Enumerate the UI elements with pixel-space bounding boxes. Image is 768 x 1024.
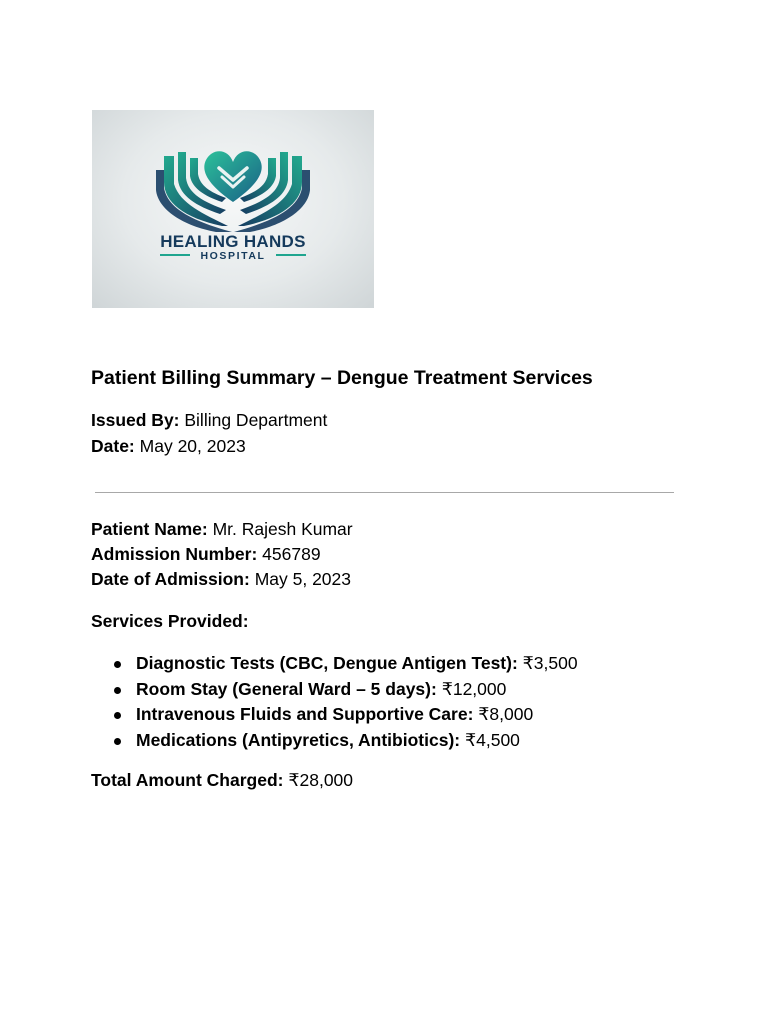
service-amount: ₹3,500 (522, 653, 578, 673)
admission-date-row (91, 568, 351, 590)
bullet-icon (114, 687, 121, 694)
service-item (91, 702, 578, 728)
patient-name-value: Mr. Rajesh Kumar (212, 519, 353, 539)
patient-name-row (91, 518, 353, 540)
issue-date-label: Date: (91, 436, 135, 456)
service-label: Diagnostic Tests (CBC, Dengue Antigen Test): (136, 653, 518, 673)
admission-date-label: Date of Admission: (91, 569, 250, 589)
service-label: Room Stay (General Ward – 5 days): (136, 678, 437, 699)
issue-date-row (91, 435, 246, 457)
heart-hands-icon (92, 110, 374, 308)
issued-by-row (91, 409, 327, 431)
bullet-icon (114, 661, 121, 668)
issued-by-value: Billing Department (184, 410, 328, 430)
section-divider (95, 492, 674, 493)
logo-name-line1: HEALING HANDS (160, 232, 306, 251)
bullet-icon (114, 738, 121, 745)
service-label: Medications (Antipyretics, Antibiotics): (136, 729, 461, 750)
admission-date-value: May 5, 2023 (254, 569, 351, 589)
admission-number-label: Admission Number: (91, 544, 258, 564)
service-label: Intravenous Fluids and Supportive Care: (136, 704, 474, 724)
document-title: Patient Billing Summary – Dengue Treatment Services (91, 367, 593, 389)
services-heading-text: Services Provided: (91, 611, 249, 631)
issued-by-label: Issued By: (91, 410, 180, 430)
issue-date-value: May 20, 2023 (139, 436, 246, 456)
service-item (91, 651, 578, 677)
bullet-icon (114, 712, 121, 719)
service-amount: ₹4,500 (464, 729, 520, 750)
admission-number-value: 456789 (262, 544, 321, 564)
admission-number-row (91, 543, 321, 565)
hospital-logo (92, 110, 374, 308)
services-list (91, 651, 578, 753)
service-amount: ₹12,000 (441, 678, 507, 699)
logo-name-line2: HOSPITAL (200, 250, 266, 262)
total-label: Total Amount Charged: (91, 770, 284, 790)
service-item (91, 728, 578, 754)
services-heading (91, 610, 249, 632)
patient-name-label: Patient Name: (91, 519, 208, 539)
total-row (91, 769, 353, 791)
total-value: ₹28,000 (288, 770, 354, 790)
service-amount: ₹8,000 (478, 704, 534, 724)
service-item (91, 677, 578, 703)
